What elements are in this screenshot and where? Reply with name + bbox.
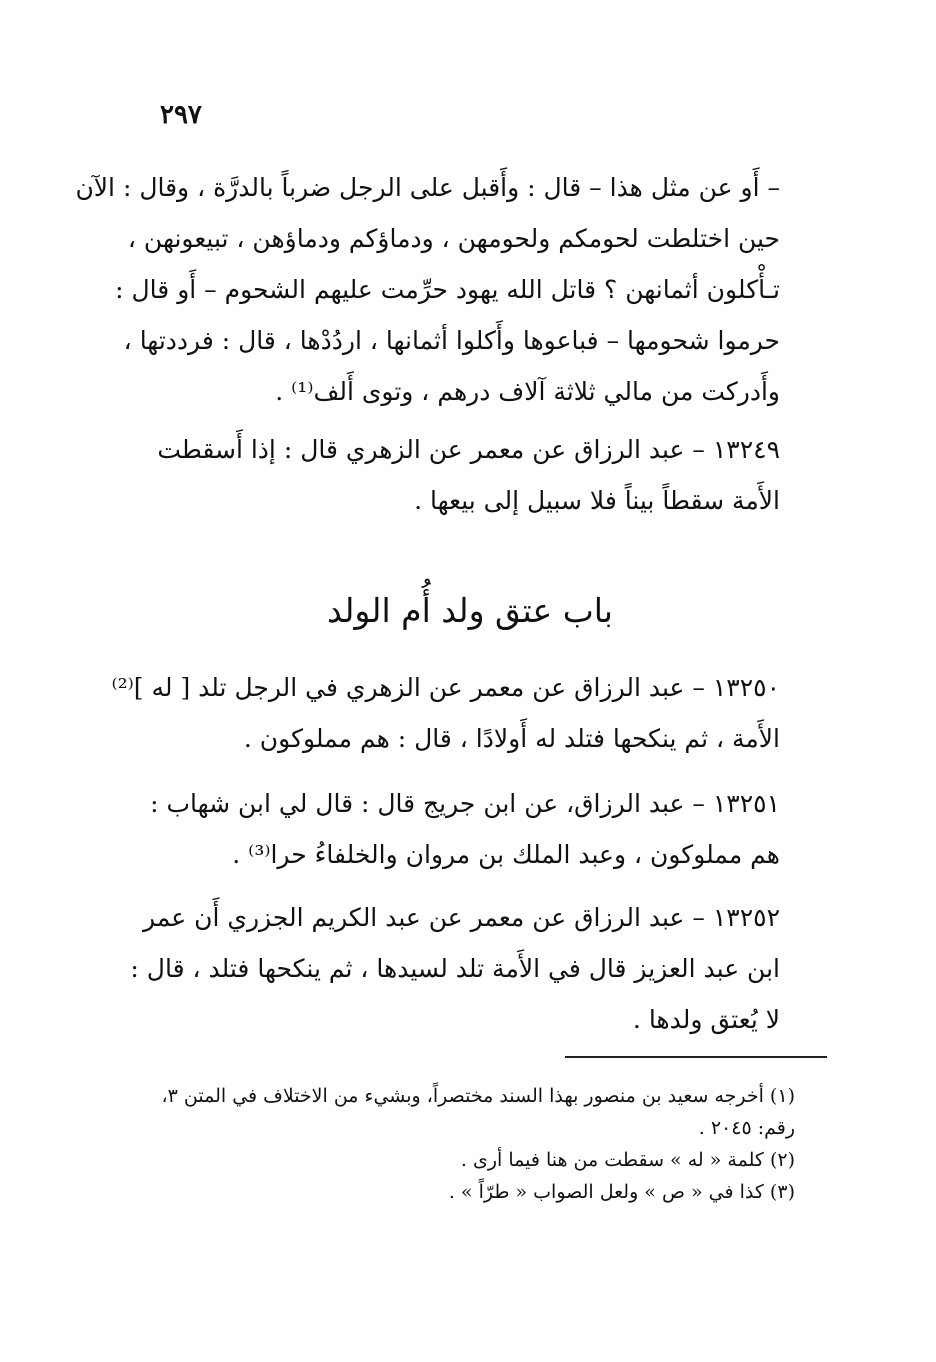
text-line: ١٣٢٤٩ – عبد الرزاق عن معمر عن الزهري قال : إذا أَسقطت (157, 435, 780, 464)
text-line: هم مملوكون ، وعبد الملك بن مروان والخلفاءُ حرا⁽³⁾ . (232, 840, 780, 869)
footnotes (135, 1080, 795, 1208)
page-number: ٢٩٧ (160, 100, 202, 130)
text-line: حرموا شحومها – فباعوها وأَكلوا أثمانها ، اردُدْها ، قال : فرددتها ، (123, 326, 780, 355)
footnote-2: (٢) كلمة « له » سقطت من هنا فيما أرى . (460, 1149, 795, 1171)
chapter-heading: باب عتق ولد أُم الولد (327, 591, 613, 630)
hadith-13249 (157, 424, 780, 526)
footnote-3: (٣) كذا في « ص » ولعل الصواب « طرّاً » . (448, 1181, 795, 1203)
text-line: وأَدركت من مالي ثلاثة آلاف درهم ، وتوى أَلف⁽¹⁾ . (275, 377, 780, 406)
text-line: ١٣٢٥٢ – عبد الرزاق عن معمر عن عبد الكريم الجزري أَن عمر (143, 903, 780, 932)
text-line: تـأْكلون أثمانهن ؟ قاتل الله يهود حرِّمت عليهم الشحوم – أَو قال : (115, 275, 780, 304)
text-line: ١٣٢٥٠ – عبد الرزاق عن معمر عن الزهري في الرجل تلد [ له ]⁽²⁾ (111, 673, 780, 702)
text-line: لا يُعتق ولدها . (632, 1005, 780, 1034)
footnote-1-continuation: رقم: ٢٠٤٥ . (698, 1117, 795, 1139)
footnote-divider (565, 1056, 827, 1058)
hadith-13252 (130, 892, 780, 1045)
text-line: ١٣٢٥١ – عبد الرزاق، عن ابن جريج قال : قال لي ابن شهاب : (150, 789, 780, 818)
text-line: الأَمة سقطاً بيناً فلا سبيل إلى بيعها . (414, 486, 780, 515)
hadith-13250 (111, 662, 780, 764)
text-line: ابن عبد العزيز قال في الأَمة تلد لسيدها ، ثم ينكحها فتلد ، قال : (130, 954, 780, 983)
paragraph-continuation (75, 162, 780, 417)
hadith-13251 (150, 778, 780, 880)
text-line: – أَو عن مثل هذا – قال : وأَقبل على الرجل ضرباً بالدرَّة ، وقال : الآن (75, 173, 780, 202)
text-line: الأَمة ، ثم ينكحها فتلد له أَولادًا ، قال : هم مملوكون . (243, 724, 780, 753)
footnote-1: (١) أخرجه سعيد بن منصور بهذا السند مختصراً، وبشيء من الاختلاف في المتن ٣، (161, 1085, 795, 1107)
text-line: حين اختلطت لحومكم ولحومهن ، ودماؤكم ودماؤهن ، تبيعونهن ، (127, 224, 780, 253)
